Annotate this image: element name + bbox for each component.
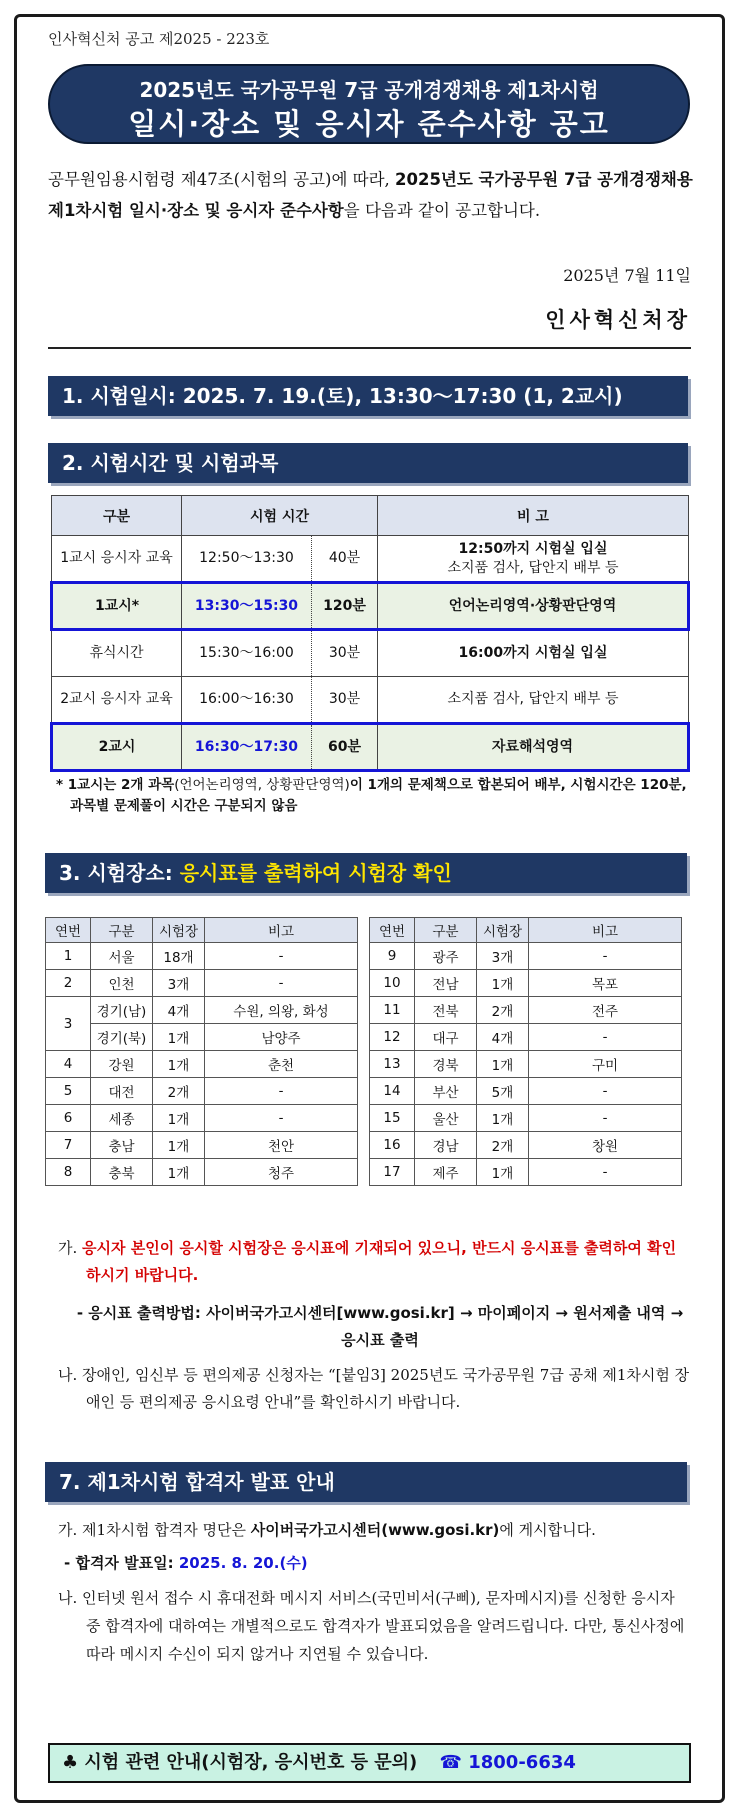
notice-3-ga-text: 응시자 본인이 응시할 시험장은 응시표에 기재되어 있으니, 반드시 응시표를 출력하여 확인하시기 바랍니다. [82,1239,677,1284]
announce-date-value: 2025. 8. 20.(수) [178,1554,308,1572]
cell: 1개 [153,1105,205,1132]
cell: 4개 [477,1024,529,1051]
divider [48,347,691,349]
row-note: 자료해석영역 [378,724,689,771]
cell: 남양주 [205,1024,358,1051]
row-duration: 40분 [312,536,378,583]
announce-date-line [64,1550,684,1577]
cell: 춘천 [205,1051,358,1078]
row-duration: 60분 [312,724,378,771]
place-header-no: 연번 [46,918,91,943]
contact-text: 시험 관련 안내(시험장, 응시번호 등 문의) [84,1752,418,1773]
row-duration: 30분 [312,677,378,724]
intro-bold: 2025년도 국가공무원 7급 공개경쟁채용 제1차시험 일시·장소 및 응시자 준수사항 [48,170,693,220]
row-duration: 30분 [312,630,378,677]
announcement-date: 2025년 7월 11일 [563,266,691,285]
section-3-highlight: 응시표를 출력하여 시험장 확인 [179,861,452,885]
cell: - [529,1024,682,1051]
row-time: 16:30～17:30 [182,724,312,771]
table-row [46,943,358,970]
row-time: 16:00～16:30 [182,677,312,724]
announce-date-label: - 합격자 발표일: [64,1554,179,1572]
place-header-note: 비고 [205,918,358,943]
cell: 14 [370,1078,415,1105]
cell: 2개 [477,997,529,1024]
table-row [46,970,358,997]
cell: 2 [46,970,91,997]
row-note: 소지품 검사, 답안지 배부 등 [378,677,689,724]
cell: 구미 [529,1051,682,1078]
table-row [46,1132,358,1159]
cell: 1개 [153,1159,205,1186]
notice-7-ga-part1: 제1차시험 합격자 명단은 [82,1521,251,1539]
place-header-count: 시험장 [477,918,529,943]
cell: 강원 [91,1051,153,1078]
cell: 10 [370,970,415,997]
cell: 1 [46,943,91,970]
time-header-note: 비 고 [378,496,689,536]
cell: 17 [370,1159,415,1186]
cell: 제주 [415,1159,477,1186]
cell: 3 [46,997,91,1051]
cell: 4개 [153,997,205,1024]
notice-3-na-text: 장애인, 임신부 등 편의제공 신청자는 “[붙임3] 2025년도 국가공무원 7급 공채 제1차시험 장애인 등 편의제공 응시요령 안내”를 확인하시기 바랍니다. [82,1366,690,1411]
cell: 1개 [153,1024,205,1051]
cell: 3개 [153,970,205,997]
time-header-time: 시험 시간 [182,496,378,536]
table-row [370,997,682,1024]
cell: 12 [370,1024,415,1051]
cell: 광주 [415,943,477,970]
time-footnote [52,775,692,817]
cell: 경남 [415,1132,477,1159]
notice-number: 인사혁신처 공고 제2025 - 223호 [48,30,270,48]
section-7-header: 7. 제1차시험 합격자 발표 안내 [45,1462,687,1502]
row-note-bold: 12:50까지 시험실 입실 [458,540,608,557]
club-icon: ♣ [62,1752,79,1773]
table-row [46,1078,358,1105]
notice-7-na-text: 인터넷 원서 접수 시 휴대전화 메시지 서비스(국민비서(구삐), 문자메시지)를 신청한 응시자 중 합격자에 대하여는 개별적으로도 합격자가 발표되었음을 알려드립니다. 다만, 통신사정에 따라 메시지 수신이 되지 않거나 지연될 수 있습니다. [82,1589,685,1663]
notice-7-na-label: 나. [58,1589,78,1607]
title-banner [48,64,690,144]
cell: 목포 [529,970,682,997]
table-row [46,1024,358,1051]
row-name: 2교시 응시자 교육 [52,677,182,724]
cell: 2개 [477,1132,529,1159]
place-header-region: 구분 [415,918,477,943]
row-note-sub: 소지품 검사, 답안지 배부 등 [447,559,619,576]
table-row [46,997,358,1024]
row-note [378,536,689,583]
cell: 1개 [153,1132,205,1159]
cell: 18개 [153,943,205,970]
cell: 1개 [153,1051,205,1078]
cell: - [205,1105,358,1132]
cell: - [529,1078,682,1105]
cell: 대전 [91,1078,153,1105]
table-row [370,1078,682,1105]
print-method: - 응시표 출력방법: 사이버국가고시센터[www.gosi.kr] → 마이페이지 → 원서제출 내역 → 응시표 출력 [76,1304,684,1349]
place-header-count: 시험장 [153,918,205,943]
table-row [52,630,689,677]
organization-name: 인사혁신처장 [545,308,691,332]
place-header-no: 연번 [370,918,415,943]
table-row [52,583,689,630]
row-name: 휴식시간 [52,630,182,677]
cell: 천안 [205,1132,358,1159]
cell: 세종 [91,1105,153,1132]
section-3-header [45,853,687,893]
cell: - [205,1078,358,1105]
row-duration: 120분 [312,583,378,630]
intro-paragraph [48,164,693,226]
row-name: 1교시 응시자 교육 [52,536,182,583]
row-note: 언어논리영역·상황판단영역 [378,583,689,630]
row-time: 13:30～15:30 [182,583,312,630]
notice-3-ga-label: 가. [58,1239,78,1257]
cell: 청주 [205,1159,358,1186]
cell: 11 [370,997,415,1024]
cell: 인천 [91,970,153,997]
table-row [46,1051,358,1078]
cell: 2개 [153,1078,205,1105]
row-note-bold: 16:00까지 시험실 입실 [458,645,608,661]
row-time: 12:50～13:30 [182,536,312,583]
footnote-b: (언어논리영역, 상황판단영역) [174,777,350,793]
cell: - [205,970,358,997]
row-time: 15:30～16:00 [182,630,312,677]
cell: 9 [370,943,415,970]
place-table-right [369,917,682,1186]
footnote-a: * 1교시는 2개 과목 [56,777,175,793]
cell: 1개 [477,970,529,997]
cell: 부산 [415,1078,477,1105]
place-table-left [45,917,358,1186]
notice-3-ga [58,1235,690,1289]
cell: 5 [46,1078,91,1105]
cell: - [205,943,358,970]
section-3-prefix: 3. 시험장소: [59,861,180,885]
cell: 대구 [415,1024,477,1051]
table-row [52,536,689,583]
cell: 3개 [477,943,529,970]
notice-3-na [58,1362,690,1416]
contact-box [48,1743,691,1783]
cell: 1개 [477,1159,529,1186]
cell: 7 [46,1132,91,1159]
table-row [370,1105,682,1132]
cell: 울산 [415,1105,477,1132]
cell: 수원, 의왕, 화성 [205,997,358,1024]
place-header-region: 구분 [91,918,153,943]
exam-time-table [50,495,690,772]
title-line1: 2025년도 국가공무원 7급 공개경쟁채용 제1차시험 [139,78,599,102]
cell: 전주 [529,997,682,1024]
table-row [370,1159,682,1186]
intro-part2: 을 다음과 같이 공고합니다. [343,201,541,220]
cell: - [529,943,682,970]
cell: - [529,1105,682,1132]
footnote-c: 이 1개의 문제책으로 합본되어 배부, 시험시간은 120분, 과목별 문제풀이 시간은 구분되지 않음 [70,777,687,814]
cell: 13 [370,1051,415,1078]
cell: 경기(북) [91,1024,153,1051]
table-row [52,724,689,771]
notice-7-na [58,1584,690,1668]
cell: 충북 [91,1159,153,1186]
cell: 15 [370,1105,415,1132]
notice-7-ga-part2: 에 게시합니다. [499,1521,596,1539]
notice-7-ga-bold: 사이버국가고시센터(www.gosi.kr) [250,1521,500,1539]
cell: 경기(남) [91,997,153,1024]
notice-7-ga [58,1517,690,1544]
table-row [370,1132,682,1159]
place-header-note: 비고 [529,918,682,943]
cell: 16 [370,1132,415,1159]
cell: 전북 [415,997,477,1024]
row-note [378,630,689,677]
table-row [370,970,682,997]
cell: 1개 [477,1051,529,1078]
section-1-header: 1. 시험일시: 2025. 7. 19.(토), 13:30～17:30 (1, 2교시) [48,376,688,416]
table-row [370,943,682,970]
table-row [370,1024,682,1051]
cell: 5개 [477,1078,529,1105]
table-row [46,1159,358,1186]
row-name: 2교시 [52,724,182,771]
cell: 4 [46,1051,91,1078]
cell: 충남 [91,1132,153,1159]
title-line2: 일시·장소 및 응시자 준수사항 공고 [128,107,610,141]
cell: 서울 [91,943,153,970]
phone-number[interactable]: ☎ 1800-6634 [439,1752,576,1773]
intro-part1: 공무원임용시험령 제47조(시험의 공고)에 따라, [48,170,395,189]
table-row [52,677,689,724]
cell: 8 [46,1159,91,1186]
cell: - [529,1159,682,1186]
cell: 1개 [477,1105,529,1132]
cell: 전남 [415,970,477,997]
cell: 창원 [529,1132,682,1159]
section-2-header: 2. 시험시간 및 시험과목 [48,443,688,483]
notice-7-ga-label: 가. [58,1521,78,1539]
time-header-category: 구분 [52,496,182,536]
cell: 6 [46,1105,91,1132]
table-row [370,1051,682,1078]
table-row [46,1105,358,1132]
cell: 경북 [415,1051,477,1078]
row-name: 1교시* [52,583,182,630]
notice-3-na-label: 나. [58,1366,78,1384]
